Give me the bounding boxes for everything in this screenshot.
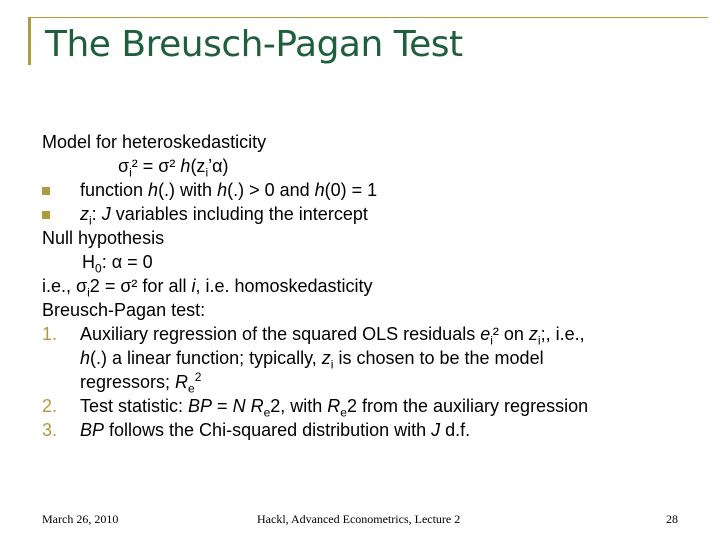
italic: R bbox=[175, 372, 189, 392]
eq-text: ² bbox=[131, 156, 138, 176]
text: , with bbox=[280, 396, 328, 416]
step-number: 1. bbox=[42, 324, 58, 344]
slide-body bbox=[42, 130, 692, 442]
italic: i bbox=[191, 276, 196, 296]
text: (.) with bbox=[158, 180, 218, 200]
text: H bbox=[82, 252, 95, 272]
step-3 bbox=[42, 418, 692, 442]
text: is chosen to be the model bbox=[333, 348, 544, 368]
sub: i bbox=[89, 213, 92, 228]
text: 2 bbox=[270, 396, 281, 416]
slide-title: The Breusch-Pagan Test bbox=[45, 24, 463, 65]
text: 2 bbox=[89, 276, 100, 296]
text: Auxiliary regression of the squared OLS residuals bbox=[80, 324, 481, 344]
text: (.) > 0 and bbox=[227, 180, 315, 200]
sub: i bbox=[87, 285, 90, 300]
sub: e bbox=[340, 405, 347, 420]
text: from the auxiliary regression bbox=[357, 396, 589, 416]
italic: R bbox=[250, 396, 264, 416]
italic: z bbox=[528, 324, 538, 344]
italic: N bbox=[232, 396, 246, 416]
text: : α = 0 bbox=[101, 252, 153, 272]
italic: R bbox=[327, 396, 341, 416]
italic: z bbox=[80, 204, 89, 224]
italic: h bbox=[80, 348, 91, 368]
title-frame-top-rule bbox=[28, 17, 708, 18]
text: , i.e. homoskedasticity bbox=[195, 276, 373, 296]
eq-text: σ bbox=[118, 156, 130, 176]
step-1 bbox=[42, 322, 692, 346]
text: = σ² for all bbox=[99, 276, 192, 296]
null-hypothesis-equation bbox=[42, 250, 692, 274]
sub: i bbox=[490, 333, 493, 348]
bullet-h-function bbox=[42, 178, 692, 202]
text: d.f. bbox=[440, 420, 471, 440]
step-number: 3. bbox=[42, 420, 58, 440]
italic: BP bbox=[188, 396, 213, 416]
square-bullet-icon bbox=[42, 187, 50, 195]
text: (.) a linear function; typically, bbox=[90, 348, 322, 368]
step-1-continued-2 bbox=[42, 370, 692, 394]
text: = bbox=[212, 396, 233, 416]
sup: 2 bbox=[194, 370, 202, 384]
title-frame-left-rule bbox=[28, 17, 31, 65]
italic: h bbox=[314, 180, 325, 200]
italic: J bbox=[101, 204, 111, 224]
eq-text: (z bbox=[190, 156, 206, 176]
italic: BP bbox=[80, 420, 105, 440]
square-bullet-icon bbox=[42, 211, 50, 219]
null-hypothesis-heading: Null hypothesis bbox=[42, 228, 165, 248]
eq-sub: i bbox=[129, 165, 132, 180]
text: : bbox=[91, 204, 102, 224]
bullet-z-variables bbox=[42, 202, 692, 226]
text: follows the Chi-squared distribution with bbox=[104, 420, 432, 440]
eq-italic: h bbox=[180, 156, 191, 176]
text: variables including the intercept bbox=[110, 204, 368, 224]
bp-test-heading: Breusch-Pagan test: bbox=[42, 300, 206, 320]
step-1-continued bbox=[42, 346, 692, 370]
footer-course: Hackl, Advanced Econometrics, Lecture 2 bbox=[257, 512, 461, 526]
eq-sub: i bbox=[205, 165, 209, 180]
sub: i bbox=[330, 357, 334, 372]
text: Test statistic: bbox=[80, 396, 189, 416]
italic: h bbox=[217, 180, 228, 200]
variance-equation bbox=[42, 154, 692, 178]
footer-date: March 26, 2010 bbox=[42, 512, 119, 526]
italic: z bbox=[321, 348, 331, 368]
step-2 bbox=[42, 394, 692, 418]
italic: e bbox=[480, 324, 491, 344]
text: regressors; bbox=[80, 372, 176, 392]
italic: J bbox=[431, 420, 441, 440]
homoskedasticity-line bbox=[42, 274, 692, 298]
text: 2 bbox=[346, 396, 357, 416]
step-number: 2. bbox=[42, 396, 58, 416]
text: (0) = 1 bbox=[324, 180, 378, 200]
italic: h bbox=[148, 180, 159, 200]
model-heading: Model for heteroskedasticity bbox=[42, 132, 267, 152]
text: function bbox=[80, 180, 149, 200]
eq-text: ’α) bbox=[208, 156, 229, 176]
sub: i bbox=[537, 333, 541, 348]
footer-page-number: 28 bbox=[666, 512, 678, 526]
text: ² on bbox=[492, 324, 529, 344]
text: ;, i.e., bbox=[540, 324, 585, 344]
eq-text: = σ² bbox=[142, 156, 181, 176]
text: i.e., σ bbox=[42, 276, 88, 296]
sub: e bbox=[188, 381, 195, 396]
sub: 0 bbox=[95, 261, 102, 276]
sub: e bbox=[263, 405, 271, 420]
